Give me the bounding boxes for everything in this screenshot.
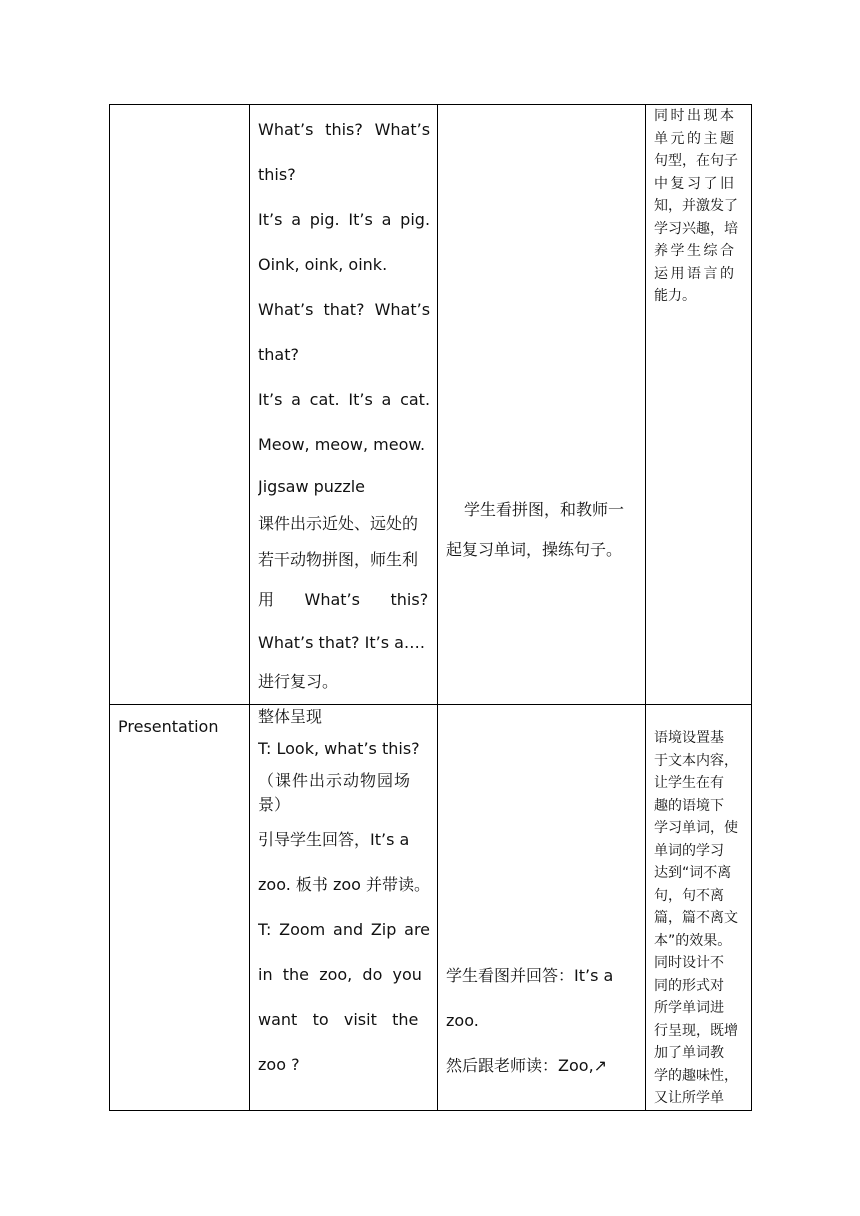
teacher-line: Oink, oink, oink. (258, 255, 388, 274)
teacher-line: Jigsaw puzzle (258, 477, 366, 496)
teacher-line: 课件出示近处、远处的 (258, 514, 419, 533)
student-activity-cell (438, 705, 646, 1111)
stage-cell (110, 705, 250, 1111)
student-line: zoo. (446, 1011, 479, 1030)
teacher-line: What’s that? It’s a…. (258, 633, 426, 652)
purpose-line: 让学生在有 (654, 775, 725, 791)
student-line: 学生看图并回答：It’s a (446, 966, 614, 985)
teacher-line: T: Zoom and Zip are (258, 920, 431, 939)
stage-cell (110, 105, 250, 705)
teacher-line: zoo ? (258, 1055, 300, 1074)
teacher-line: T: Look, what’s this? (258, 739, 420, 758)
table-row (110, 705, 752, 1111)
teacher-line: 整体呈现 (258, 707, 323, 726)
teacher-activity-cell (250, 105, 438, 705)
purpose-cell (646, 705, 752, 1111)
purpose-line: 句，句不离 (654, 887, 725, 904)
purpose-line: 学的趣味性， (654, 1067, 739, 1084)
purpose-line: 趣的语境下 (654, 797, 725, 814)
teacher-line: （课件出示动物园场 (258, 771, 412, 790)
purpose-line: 单元的主题 (654, 130, 737, 147)
purpose-line: 同时设计不 (654, 955, 725, 971)
purpose-line: 学习单词，使 (654, 820, 739, 836)
teacher-line: zoo. 板书 zoo 并带读。 (258, 875, 431, 894)
teacher-line: 进行复习。 (258, 672, 339, 691)
purpose-line: 达到“词不离 (654, 865, 732, 881)
teacher-line: 用 What’s this? (258, 590, 429, 609)
purpose-line: 句型，在句子 (654, 153, 739, 169)
table-row (110, 105, 752, 705)
teacher-line: want to visit the (258, 1010, 419, 1029)
teacher-line: in the zoo, do you (258, 965, 422, 984)
teacher-line: What’s that? What’s (258, 300, 431, 319)
purpose-line: 加了单词教 (654, 1045, 725, 1061)
purpose-line: 学习兴趣，培 (654, 220, 739, 237)
lesson-plan-table (109, 104, 752, 1111)
teacher-activity-cell (250, 705, 438, 1111)
student-line: 然后跟老师读：Zoo,↗ (446, 1056, 608, 1075)
purpose-line: 所学单词进 (654, 1000, 725, 1016)
teacher-line: 若干动物拼图，师生利 (258, 550, 419, 569)
purpose-line: 养学生综合 (654, 243, 737, 259)
teacher-line: It’s a pig. It’s a pig. (258, 210, 431, 229)
teacher-line: this? (258, 165, 296, 184)
teacher-line: Meow, meow, meow. (258, 435, 426, 454)
purpose-line: 运用语言的 (654, 265, 737, 282)
purpose-line: 能力。 (654, 288, 697, 304)
purpose-cell (646, 105, 752, 705)
purpose-line: 行呈现，既增 (654, 1022, 739, 1039)
purpose-line: 单词的学习 (654, 842, 725, 859)
teacher-line: 景） (258, 795, 291, 814)
stage-label: Presentation (118, 717, 219, 736)
teacher-line: that? (258, 345, 299, 364)
purpose-line: 同时出现本 (654, 108, 737, 124)
teacher-line: 引导学生回答，It’s a (258, 830, 410, 849)
teacher-line: It’s a cat. It’s a cat. (258, 390, 431, 409)
purpose-line: 又让所学单 (654, 1090, 725, 1106)
purpose-line: 本”的效果。 (654, 932, 732, 949)
student-line: 起复习单词，操练句子。 (446, 540, 623, 559)
purpose-line: 篇，篇不离文 (654, 910, 739, 926)
student-line: 学生看拼图，和教师一 (464, 500, 625, 519)
purpose-line: 语境设置基 (654, 730, 725, 746)
purpose-line: 中复习了旧 (654, 175, 737, 192)
student-activity-cell (438, 105, 646, 705)
purpose-line: 于文本内容， (654, 752, 739, 769)
purpose-line: 同的形式对 (654, 977, 725, 994)
purpose-line: 知，并激发了 (654, 198, 739, 214)
teacher-line: What’s this? What’s (258, 120, 431, 139)
